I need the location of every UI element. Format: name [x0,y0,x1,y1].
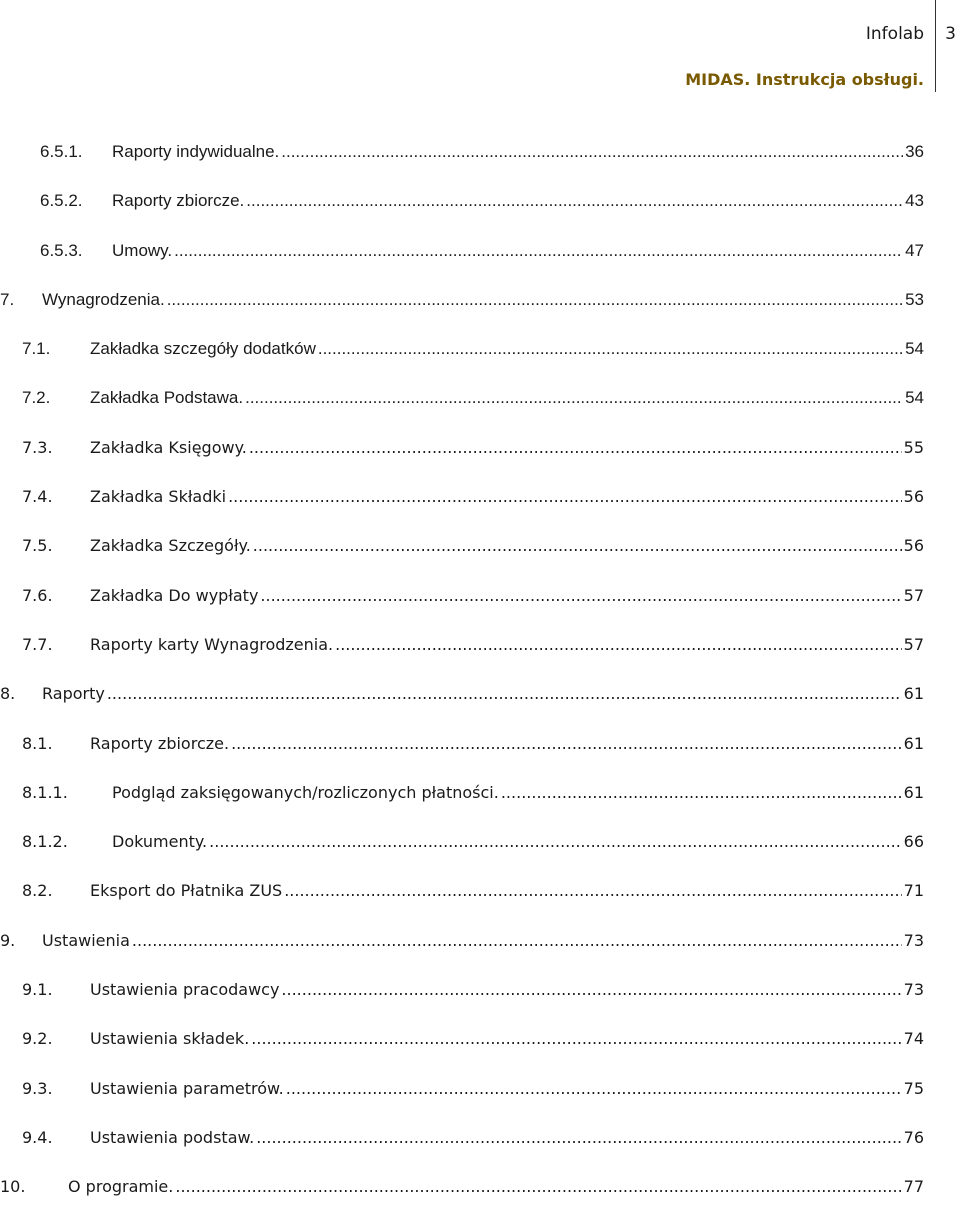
toc-entry-page: 53 [905,289,924,309]
toc-entry-number: 8.1.1. [22,782,68,802]
toc-entry-title: O programie. [68,1177,174,1197]
toc-entry[interactable] [0,187,960,236]
toc-entry-title: Zakładka Do wypłaty [90,585,259,605]
toc-entry-number: 9.2. [22,1029,53,1049]
toc-leader-dots [246,187,903,215]
toc-entry[interactable] [0,532,960,581]
toc-entry-number: 9.3. [22,1078,53,1098]
toc-leader-dots [251,1025,901,1053]
toc-leader-dots [245,384,903,412]
toc-entry[interactable] [0,286,960,335]
toc-entry-title: Podgląd zaksięgowanych/rozliczonych płatności. [112,782,499,802]
toc-entry-page: 73 [903,980,924,1000]
toc-entry-page: 61 [903,782,924,802]
toc-entry-page: 57 [903,585,924,605]
header-divider [935,0,936,92]
page-header [0,0,960,100]
toc-entry-page: 55 [903,437,924,457]
toc-leader-dots [284,877,901,905]
toc-leader-dots [260,582,901,610]
toc-entry-number: 7.7. [22,634,53,654]
toc-leader-dots [249,434,902,462]
toc-leader-dots [167,286,903,314]
toc-entry-page: 61 [903,733,924,753]
toc-entry-title: Eksport do Płatnika ZUS [90,881,283,901]
toc-entry-number: 6.5.1. [40,142,83,161]
toc-entry-page: 57 [903,634,924,654]
toc-entry-number: 8.1. [22,733,53,753]
toc-entry-number: 7.6. [22,585,53,605]
toc-entry-number: 7. [0,289,15,309]
toc-leader-dots [335,631,902,659]
page-number: 3 [945,24,956,44]
toc-entry-page: 54 [905,339,924,359]
toc-entry[interactable] [0,680,960,729]
toc-entry-number: 8.1.2. [22,832,68,852]
toc-entry[interactable] [0,1025,960,1074]
toc-leader-dots [256,1124,901,1152]
toc-entry[interactable] [0,1124,960,1173]
toc-entry-number: 9.4. [22,1127,53,1147]
toc-leader-dots [209,828,902,856]
toc-entry-page: 74 [903,1029,924,1049]
toc-leader-dots [253,532,902,560]
toc-entry-title: Raporty [42,684,105,704]
toc-entry-title: Dokumenty. [112,832,208,852]
toc-entry-number: 7.4. [22,487,53,507]
toc-entry-title: Raporty zbiorcze. [112,191,245,211]
toc-entry-page: 73 [903,930,924,950]
toc-entry[interactable] [0,237,960,286]
toc-entry[interactable] [0,730,960,779]
toc-entry-page: 36 [905,142,924,161]
toc-entry[interactable] [0,335,960,384]
toc-entry-number: 7.1. [22,339,51,359]
toc-entry-title: Wynagrodzenia. [42,289,165,309]
toc-entry[interactable] [0,582,960,631]
toc-entry-page: 77 [903,1177,924,1197]
toc-entry[interactable] [0,434,960,483]
toc-leader-dots [175,1173,901,1201]
toc-entry-title: Ustawienia podstaw. [90,1127,255,1147]
toc-entry-title: Raporty zbiorcze. [90,733,230,753]
toc-leader-dots [501,779,902,807]
toc-leader-dots [318,335,903,363]
toc-entry[interactable] [0,927,960,976]
toc-entry-title: Raporty indywidualne. [112,142,280,161]
toc-entry[interactable] [0,483,960,532]
toc-entry-title: Ustawienia [42,930,130,950]
toc-entry-page: 71 [903,881,924,901]
toc-entry[interactable] [0,877,960,926]
toc-entry-page: 75 [903,1078,924,1098]
document-title: MIDAS. Instrukcja obsługi. [685,70,924,89]
toc-leader-dots [107,680,902,708]
toc-entry-title: Raporty karty Wynagrodzenia. [90,634,334,654]
toc-entry-page: 54 [905,388,924,408]
toc-entry-title: Zakładka Szczegóły. [90,536,251,556]
toc-entry-page: 61 [903,684,924,704]
toc-entry-title: Ustawienia parametrów. [90,1078,284,1098]
toc-entry-number: 6.5.3. [40,240,83,260]
toc-entry-number: 7.3. [22,437,53,457]
company-name: Infolab [865,24,924,44]
toc-entry-number: 7.2. [22,388,51,408]
toc-entry-number: 8.2. [22,881,53,901]
toc-entry-title: Zakładka Podstawa. [90,388,244,408]
toc-entry-page: 56 [903,487,924,507]
toc-entry-number: 9.1. [22,980,53,1000]
toc-entry-page: 56 [903,536,924,556]
toc-entry-title: Zakładka szczegóły dodatków [90,339,316,359]
toc-leader-dots [281,138,903,166]
toc-entry-page: 66 [903,832,924,852]
toc-entry[interactable] [0,631,960,680]
toc-leader-dots [228,483,902,511]
toc-entry-number: 7.5. [22,536,53,556]
toc-leader-dots [132,927,902,955]
toc-entry-page: 43 [905,191,924,211]
toc-entry-page: 47 [905,240,924,260]
toc-entry-title: Ustawienia składek. [90,1029,250,1049]
toc-entry-number: 9. [0,930,16,950]
toc-entry[interactable] [0,1173,960,1222]
toc-entry-number: 10. [0,1177,26,1197]
toc-entry-title: Zakładka Księgowy. [90,437,247,457]
toc-entry-title: Ustawienia pracodawcy [90,980,280,1000]
toc-leader-dots [286,1075,902,1103]
toc-entry[interactable] [0,138,960,187]
toc-entry[interactable] [0,779,960,828]
toc-entry-number: 8. [0,684,16,704]
table-of-contents [0,138,960,1223]
toc-entry[interactable] [0,976,960,1025]
toc-entry[interactable] [0,1075,960,1124]
toc-entry[interactable] [0,384,960,433]
toc-entry-page: 76 [903,1127,924,1147]
toc-entry-title: Umowy. [112,240,173,260]
toc-entry-title: Zakładka Składki [90,487,227,507]
toc-leader-dots [281,976,901,1004]
toc-leader-dots [231,730,902,758]
toc-leader-dots [174,237,903,265]
toc-entry[interactable] [0,828,960,877]
toc-entry-number: 6.5.2. [40,191,83,211]
